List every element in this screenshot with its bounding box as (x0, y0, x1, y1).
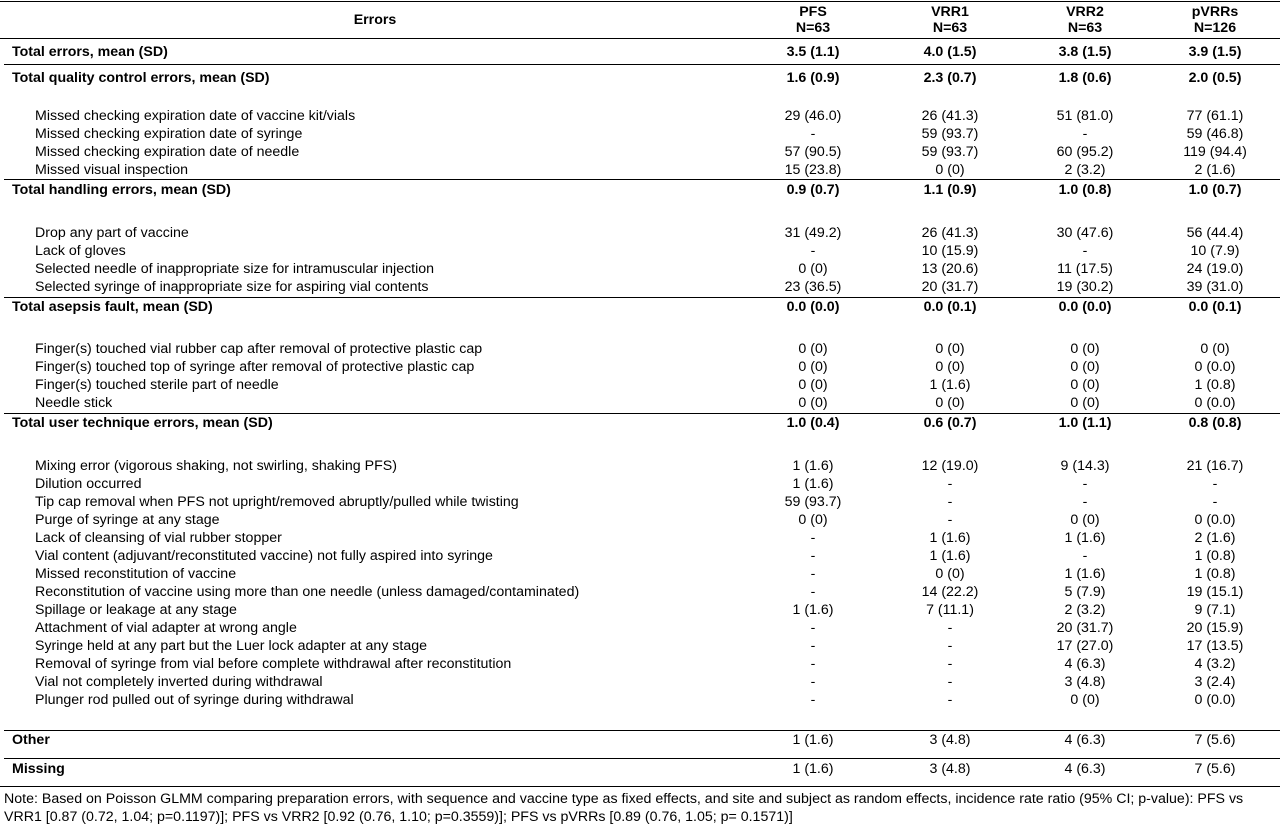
cell-value: 19 (30.2) (1056, 279, 1114, 295)
row-label: Finger(s) touched top of syringe after removal of protective plastic cap (35, 359, 475, 375)
cell-value: 11 (17.5) (1057, 261, 1113, 277)
cell-value: 1.0 (0.7) (1188, 182, 1242, 198)
cell-value: 1.0 (0.8) (1058, 182, 1112, 198)
cell-value: - (947, 620, 953, 636)
cell-value: - (810, 548, 816, 564)
cell-value: 59 (93.7) (921, 144, 979, 160)
cell-value: 3 (4.8) (929, 761, 971, 777)
cell-value: 13 (20.6) (921, 261, 979, 277)
cell-value: 0 (0) (935, 359, 965, 375)
cell-value: 0.9 (0.7) (786, 182, 840, 198)
cell-value: - (1082, 243, 1088, 259)
cell-value: 3 (4.8) (929, 732, 971, 748)
row-label: Mixing error (vigorous shaking, not swirling, shaking PFS) (35, 458, 397, 474)
cell-value: 0 (0) (798, 377, 828, 393)
cell-value: - (1212, 494, 1218, 510)
cell-value: 10 (7.9) (1190, 243, 1240, 259)
cell-value: 1.6 (0.9) (786, 70, 840, 86)
header-col-n: N=63 (795, 20, 831, 36)
cell-value: 0.8 (0.8) (1188, 415, 1242, 431)
cell-value: 15 (23.8) (784, 162, 842, 178)
cell-value: - (947, 494, 953, 510)
header-col-vrr2 (1020, 4, 1150, 36)
section-rule (4, 179, 1280, 180)
cell-value: - (810, 243, 816, 259)
row-label: Vial content (adjuvant/reconstituted vaccine) not fully aspired into syringe (35, 548, 493, 564)
cell-value: 1 (0.8) (1194, 548, 1236, 564)
section-rule (4, 64, 1280, 65)
header-col-n: N=63 (1067, 20, 1103, 36)
row-label: Missed checking expiration date of needle (35, 144, 300, 160)
section-label: Total handling errors, mean (SD) (12, 182, 231, 198)
cell-value: 1 (1.6) (1064, 566, 1106, 582)
cell-value: - (1082, 126, 1088, 142)
cell-value: 26 (41.3) (921, 108, 979, 124)
cell-value: 3.8 (1.5) (1058, 44, 1112, 60)
cell-value: 5 (7.9) (1064, 584, 1106, 600)
cell-value: 0 (0) (1070, 359, 1100, 375)
header-col-name: pVRRs (1191, 4, 1239, 20)
section-rule (4, 730, 1280, 731)
header-col-pvrrs (1150, 4, 1280, 36)
row-label: Purge of syringe at any stage (35, 512, 220, 528)
cell-value: 4 (3.2) (1194, 656, 1236, 672)
cell-value: 0 (0.0) (1194, 512, 1236, 528)
header-errors: Errors (353, 12, 397, 28)
cell-value: 2.0 (0.5) (1188, 70, 1242, 86)
cell-value: 17 (27.0) (1056, 638, 1114, 654)
row-label: Selected syringe of inappropriate size for aspiring vial contents (35, 279, 429, 295)
section-rule (4, 758, 1280, 759)
cell-value: 0 (0) (1070, 512, 1100, 528)
row-label: Missed reconstitution of vaccine (35, 566, 237, 582)
cell-value: - (810, 656, 816, 672)
cell-value: 0 (0) (798, 261, 828, 277)
cell-value: 9 (14.3) (1060, 458, 1110, 474)
row-label: Finger(s) touched vial rubber cap after removal of protective plastic cap (35, 341, 483, 357)
cell-value: - (810, 620, 816, 636)
cell-value: 0 (0) (1070, 395, 1100, 411)
section-rule (4, 297, 1280, 298)
cell-value: 56 (44.4) (1186, 225, 1244, 241)
row-label: Missed checking expiration date of vaccine kit/vials (35, 108, 356, 124)
cell-value: 59 (93.7) (921, 126, 979, 142)
cell-value: 3.5 (1.1) (786, 44, 840, 60)
cell-value: 1.0 (0.4) (786, 415, 840, 431)
cell-value: 0 (0) (1200, 341, 1230, 357)
row-label: Selected needle of inappropriate size for intramuscular injection (35, 261, 435, 277)
cell-value: 0 (0.0) (1194, 359, 1236, 375)
cell-value: - (810, 530, 816, 546)
cell-value: 1.1 (0.9) (923, 182, 977, 198)
cell-value: 51 (81.0) (1056, 108, 1114, 124)
cell-value: 17 (13.5) (1186, 638, 1244, 654)
cell-value: 7 (5.6) (1194, 732, 1236, 748)
cell-value: 0 (0) (1070, 341, 1100, 357)
cell-value: - (810, 692, 816, 708)
cell-value: 30 (47.6) (1056, 225, 1114, 241)
cell-value: - (947, 476, 953, 492)
cell-value: 2 (1.6) (1194, 530, 1236, 546)
cell-value: 3 (4.8) (1064, 674, 1106, 690)
cell-value: - (810, 126, 816, 142)
cell-value: - (1082, 548, 1088, 564)
cell-value: 1 (1.6) (929, 377, 971, 393)
table-note: Note: Based on Poisson GLMM comparing preparation errors, with sequence and vaccine type as fixed effects, and site and subject as random effects, incidence rate ratio (95% CI; p-value): PFS vs VRR1 [0.87 (0.72, 1.04; p=0.1197)]; PFS vs VRR2 [0.92 (0.76, 1.10; p=0.3559)]; PFS vs pVRRs [0.89 (0.76, 1.05; p= 0.1571)] (4, 791, 1244, 825)
cell-value: 1 (1.6) (792, 602, 834, 618)
table-top-rule (0, 1, 1280, 2)
cell-value: 0.6 (0.7) (923, 415, 977, 431)
header-col-name: PFS (799, 4, 827, 20)
cell-value: 7 (11.1) (926, 602, 974, 618)
cell-value: 60 (95.2) (1056, 144, 1114, 160)
row-label: Syringe held at any part but the Luer lock adapter at any stage (35, 638, 427, 654)
cell-value: 1 (1.6) (792, 761, 834, 777)
cell-value: 0 (0.0) (1194, 692, 1236, 708)
cell-value: - (1082, 494, 1088, 510)
cell-value: 2 (3.2) (1064, 602, 1106, 618)
row-label: Reconstitution of vaccine using more than one needle (unless damaged/contaminated) (35, 584, 580, 600)
cell-value: 1.0 (1.1) (1058, 415, 1112, 431)
header-col-pfs (748, 4, 878, 36)
cell-value: 4 (6.3) (1064, 656, 1106, 672)
cell-value: 0 (0) (1070, 692, 1100, 708)
cell-value: 1 (0.8) (1194, 377, 1236, 393)
cell-value: 0.0 (0.1) (923, 299, 977, 315)
cell-value: 29 (46.0) (784, 108, 842, 124)
cell-value: 59 (46.8) (1186, 126, 1244, 142)
cell-value: 1 (1.6) (792, 458, 834, 474)
section-rule (4, 413, 1280, 414)
cell-value: 1 (1.6) (929, 530, 971, 546)
cell-value: 20 (31.7) (921, 279, 979, 295)
row-label: Lack of cleansing of vial rubber stopper (35, 530, 282, 546)
row-label: Spillage or leakage at any stage (35, 602, 237, 618)
cell-value: - (1082, 476, 1088, 492)
cell-value: 4.0 (1.5) (923, 44, 977, 60)
cell-value: 3.9 (1.5) (1188, 44, 1242, 60)
section-label: Total quality control errors, mean (SD) (12, 70, 270, 86)
cell-value: - (1212, 476, 1218, 492)
section-label: Missing (12, 761, 65, 777)
cell-value: - (810, 638, 816, 654)
row-label: Plunger rod pulled out of syringe during withdrawal (35, 692, 354, 708)
cell-value: 9 (7.1) (1194, 602, 1236, 618)
section-label: Total user technique errors, mean (SD) (12, 415, 273, 431)
cell-value: 26 (41.3) (921, 225, 979, 241)
cell-value: 1.8 (0.6) (1058, 70, 1112, 86)
row-label: Missed checking expiration date of syringe (35, 126, 303, 142)
row-label: Vial not completely inverted during withdrawal (35, 674, 323, 690)
cell-value: 31 (49.2) (784, 225, 842, 241)
cell-value: 0 (0) (798, 359, 828, 375)
cell-value: 0 (0) (935, 162, 965, 178)
cell-value: 0 (0) (798, 512, 828, 528)
row-label: Removal of syringe from vial before complete withdrawal after reconstitution (35, 656, 512, 672)
row-label: Needle stick (35, 395, 113, 411)
cell-value: 2.3 (0.7) (923, 70, 977, 86)
cell-value: 1 (1.6) (792, 732, 834, 748)
cell-value: 0 (0) (798, 395, 828, 411)
cell-value: 23 (36.5) (784, 279, 842, 295)
cell-value: 4 (6.3) (1064, 761, 1106, 777)
cell-value: 20 (31.7) (1056, 620, 1114, 636)
row-label: Drop any part of vaccine (35, 225, 189, 241)
section-label: Total errors, mean (SD) (12, 44, 168, 60)
row-label: Dilution occurred (35, 476, 142, 492)
header-bottom-rule (0, 38, 1280, 39)
cell-value: 77 (61.1) (1186, 108, 1244, 124)
cell-value: 2 (3.2) (1064, 162, 1106, 178)
cell-value: 119 (94.4) (1183, 144, 1247, 160)
cell-value: 4 (6.3) (1064, 732, 1106, 748)
cell-value: 2 (1.6) (1194, 162, 1236, 178)
cell-value: 39 (31.0) (1186, 279, 1244, 295)
row-label: Lack of gloves (35, 243, 126, 259)
cell-value: 14 (22.2) (921, 584, 979, 600)
cell-value: - (947, 674, 953, 690)
cell-value: 1 (1.6) (792, 476, 834, 492)
cell-value: - (947, 638, 953, 654)
cell-value: 57 (90.5) (784, 144, 842, 160)
header-col-vrr1 (885, 4, 1015, 36)
header-col-name: VRR2 (1066, 4, 1104, 20)
cell-value: 19 (15.1) (1186, 584, 1244, 600)
cell-value: 0 (0.0) (1194, 395, 1236, 411)
row-label: Tip cap removal when PFS not upright/removed abruptly/pulled while twisting (35, 494, 519, 510)
table-bottom-rule (0, 786, 1280, 787)
cell-value: 0.0 (0.0) (786, 299, 840, 315)
cell-value: 7 (5.6) (1194, 761, 1236, 777)
cell-value: - (947, 656, 953, 672)
cell-value: 10 (15.9) (921, 243, 979, 259)
cell-value: 1 (1.6) (929, 548, 971, 564)
cell-value: - (810, 566, 816, 582)
section-label: Total asepsis fault, mean (SD) (12, 299, 213, 315)
cell-value: 12 (19.0) (921, 458, 979, 474)
cell-value: 0 (0) (935, 566, 965, 582)
row-label: Missed visual inspection (35, 162, 188, 178)
cell-value: - (947, 692, 953, 708)
cell-value: 0 (0) (1070, 377, 1100, 393)
cell-value: 0 (0) (935, 395, 965, 411)
cell-value: - (810, 584, 816, 600)
header-col-n: N=126 (1193, 20, 1237, 36)
header-col-name: VRR1 (931, 4, 969, 20)
cell-value: 24 (19.0) (1186, 261, 1244, 277)
row-label: Finger(s) touched sterile part of needle (35, 377, 279, 393)
cell-value: 20 (15.9) (1186, 620, 1244, 636)
header-col-n: N=63 (932, 20, 968, 36)
cell-value: - (810, 674, 816, 690)
cell-value: 1 (0.8) (1194, 566, 1236, 582)
cell-value: 0.0 (0.1) (1188, 299, 1242, 315)
cell-value: 1 (1.6) (1064, 530, 1106, 546)
cell-value: 21 (16.7) (1186, 458, 1244, 474)
cell-value: 0 (0) (935, 341, 965, 357)
section-label: Other (12, 732, 50, 748)
cell-value: 59 (93.7) (784, 494, 842, 510)
cell-value: 3 (2.4) (1194, 674, 1236, 690)
cell-value: - (947, 512, 953, 528)
cell-value: 0 (0) (798, 341, 828, 357)
row-label: Attachment of vial adapter at wrong angle (35, 620, 297, 636)
cell-value: 0.0 (0.0) (1058, 299, 1112, 315)
